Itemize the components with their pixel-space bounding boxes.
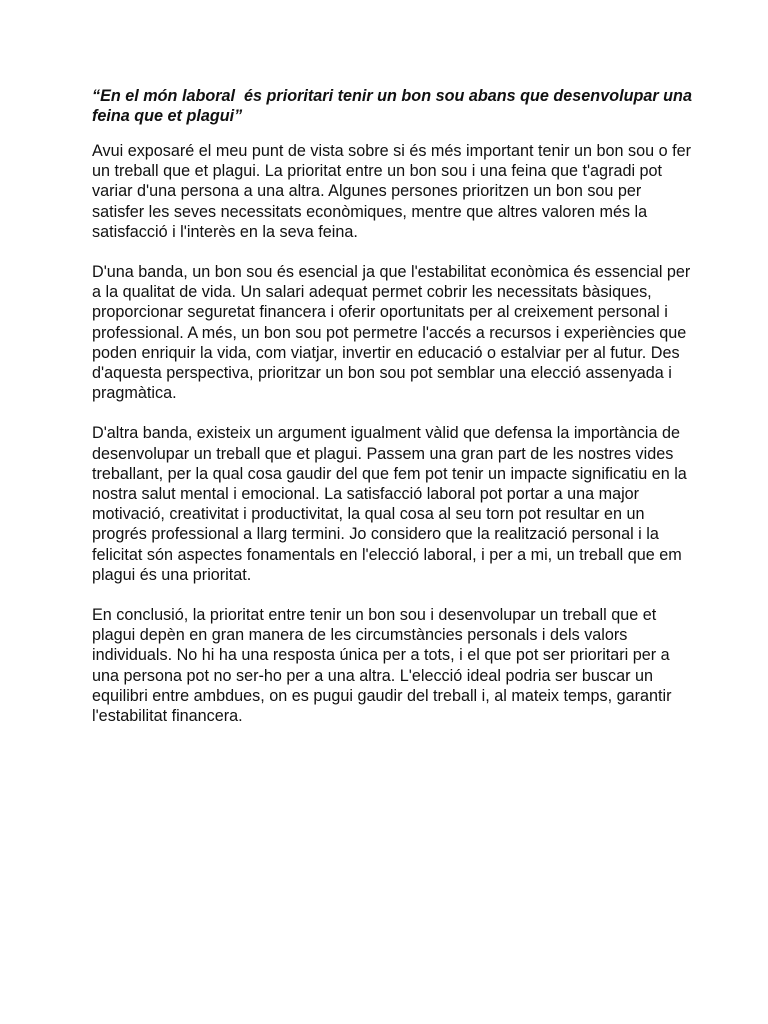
paragraph-conclusion: En conclusió, la prioritat entre tenir un bon sou i desenvolupar un treball que et plagui depèn en gran manera de les circumstàncies personals i dels valors individuals. No hi ha una resposta única per a tots, i el que pot ser prioritari per a una persona pot no ser-ho per a una altra. L'elecció ideal podria ser buscar un equilibri entre ambdues, on es pugui gaudir del treball i, al mateix temps, garantir l'estabilitat financera. <box>92 606 672 726</box>
paragraph-intro: Avui exposaré el meu punt de vista sobre si és més important tenir un bon sou o fer un treball que et plagui. La prioritat entre un bon sou i una feina que t'agradi pot variar d'una persona a una altra. Algunes persones prioritzen un bon sou per satisfer les seves necessitats econòmiques, mentre que altres valoren més la satisfacció i l'interès en la seva feina. <box>92 142 691 241</box>
document-page <box>92 86 697 746</box>
document-title: “En el món laboral és prioritari tenir un bon sou abans que desenvolupar una feina que et plagui” <box>92 87 697 125</box>
paragraph-salary: D'una banda, un bon sou és esencial ja que l'estabilitat econòmica és essencial per a la qualitat de vida. Un salari adequat permet cobrir les necessitats bàsiques, proporcionar seguretat financera i oferir oportunitats per al creixement personal i professional. A més, un bon sou pot permetre l'accés a recursos i experiències que poden enriquir la vida, com viatjar, invertir en educació o estalviar per al futur. Des d'aquesta perspectiva, prioritzar un bon sou pot semblar una elecció assenyada i pragmàtica. <box>92 263 691 403</box>
paragraph-enjoyment: D'altra banda, existeix un argument igualment vàlid que defensa la importància de desenvolupar un treball que et plagui. Passem una gran part de les nostres vides treballant, per la qual cosa gaudir del que fem pot tenir un impacte significatiu en la nostra salut mental i emocional. La satisfacció laboral pot portar a una major motivació, creativitat i productivitat, la qual cosa al seu torn pot resultar en un progrés professional a llarg termini. Jo considero que la realització personal i la felicitat són aspectes fonamentals en l'elecció laboral, i per a mi, un treball que em plagui és una prioritat. <box>92 424 687 584</box>
